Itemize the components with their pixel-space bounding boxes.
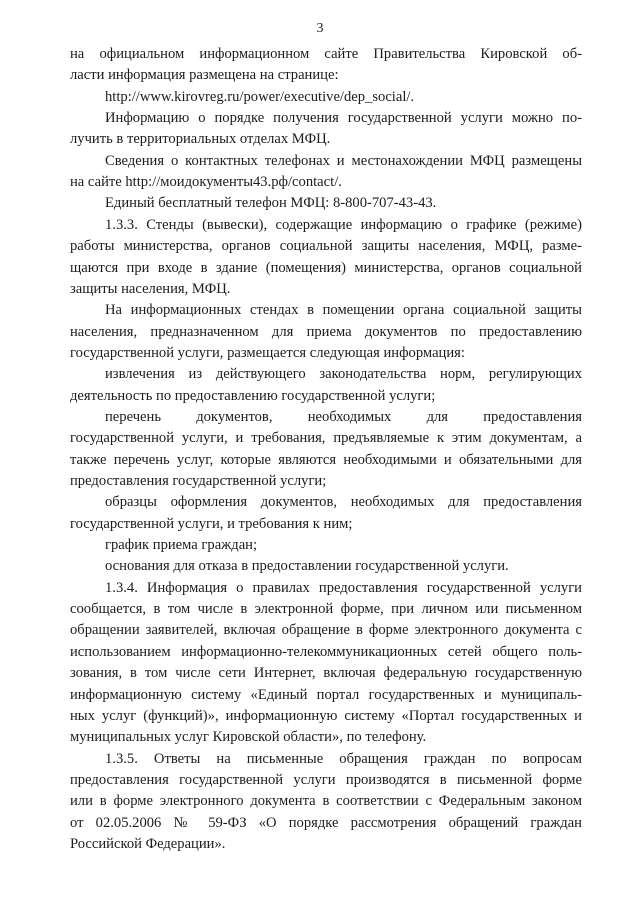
text-line: государственной услуги, и требования к ним; <box>70 515 353 532</box>
text-line: государственной услуги, размещается следующая информация: <box>70 344 465 361</box>
text-line: Информацию о порядке получения государственной услуги можно по- <box>105 110 582 127</box>
text-line: сообщается, в том числе в электронной форме, при личном или письменном <box>70 601 582 618</box>
text-line: Сведения о контактных телефонах и местонахождении МФЦ размещены <box>105 152 582 169</box>
text-line: лучить в территориальных отделах МФЦ. <box>70 131 331 148</box>
section-heading-1-3-3: 1.3.3. Стенды (вывески), содержащие информацию о графике (режиме) <box>105 216 582 233</box>
text-line: ных услуг (функций)», информационную систему «Портал государственных и <box>70 707 582 724</box>
list-item: образцы оформления документов, необходимых для предоставления <box>105 494 582 511</box>
text-line: на официальном информационном сайте Правительства Кировской об- <box>70 46 582 62</box>
text-line: обращении заявителей, включая обращение в форме электронного документа с <box>70 622 582 639</box>
text-line: или в форме электронного документа в соответствии с Федеральным законом <box>70 793 582 810</box>
text-line: информационную систему «Единый портал государственных и муниципаль- <box>70 686 582 703</box>
list-item: перечень документов, необходимых для предоставления <box>105 408 582 425</box>
section-heading-1-3-4: 1.3.4. Информация о правилах предоставления государственной услуги <box>105 579 582 596</box>
text-line: зования, в том числе сети Интернет, включая федеральную государственную <box>70 665 582 682</box>
text-line: предоставления государственной услуги; <box>70 473 327 489</box>
section-heading-1-3-5: 1.3.5. Ответы на письменные обращения граждан по вопросам <box>105 750 582 767</box>
text-line: Единый бесплатный телефон МФЦ: 8-800-707-43-43. <box>105 195 437 212</box>
text-line: использованием информационно-телекоммуникационных сетей общего поль- <box>70 643 582 660</box>
url-line: http://www.kirovreg.ru/power/executive/dep_social/. <box>105 88 415 105</box>
text-line: ласти информация размещена на странице: <box>70 67 339 84</box>
text-line: Российской Федерации». <box>70 835 226 852</box>
text-line: муниципальных услуг Кировской области», по телефону. <box>70 729 427 746</box>
text-line: работы министерства, органов социальной защиты населения, МФЦ, разме- <box>70 238 582 255</box>
text-line: щаются при входе в здание (помещения) министерства, органов социальной <box>70 259 582 276</box>
text-line: деятельность по предоставлению государственной услуги; <box>70 387 436 404</box>
text-line: На информационных стендах в помещении органа социальной защиты <box>105 302 582 319</box>
text-line: государственной услуги, и требования, предъявляемые к этим документам, а <box>70 430 582 447</box>
text-line: защиты населения, МФЦ. <box>70 280 231 297</box>
text-line: также перечень услуг, которые являются необходимыми и обязательными для <box>70 451 582 468</box>
page-number: 3 <box>316 21 324 36</box>
text-line: населения, предназначенном для приема документов по предоставлению <box>70 323 582 340</box>
list-item: извлечения из действующего законодательства норм, регулирующих <box>105 366 582 383</box>
text-line: от 02.05.2006 № 59-ФЗ «О порядке рассмотрения обращений граждан <box>70 814 582 831</box>
text-line: на сайте http://моидокументы43.рф/contact/. <box>70 174 342 191</box>
list-item: основания для отказа в предоставлении государственной услуги. <box>105 558 509 575</box>
text-line: предоставления государственной услуги производятся в письменной форме <box>70 771 582 788</box>
list-item: график приема граждан; <box>105 537 258 554</box>
